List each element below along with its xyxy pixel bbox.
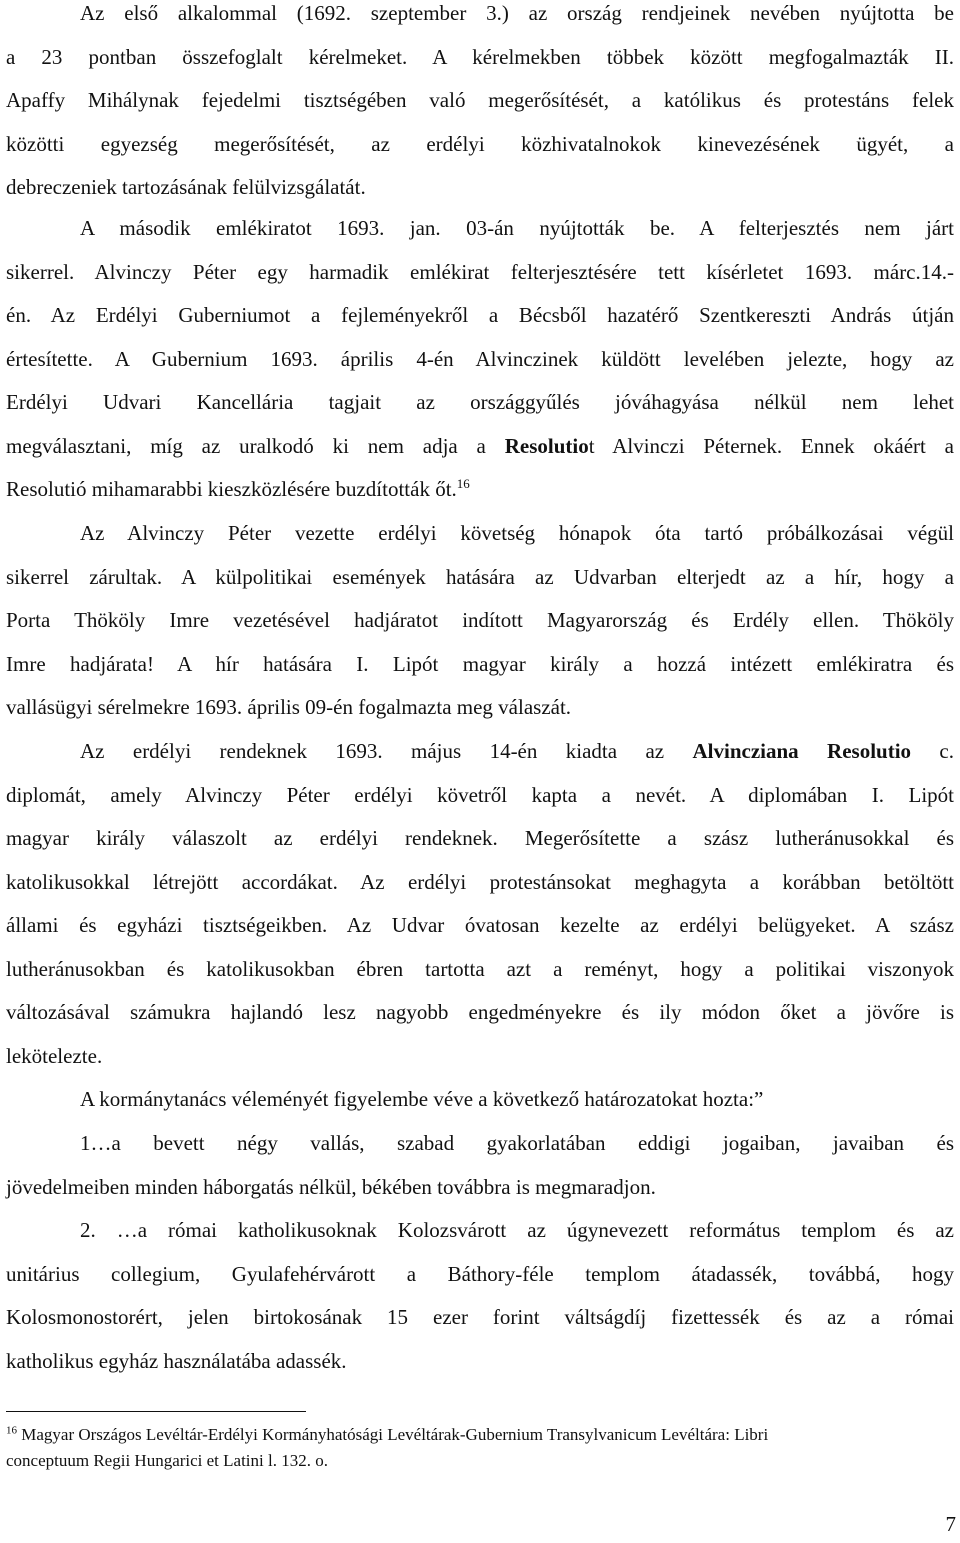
p7-line-4: katholikus egyház használatába adassék. <box>6 1348 347 1373</box>
footnote-text-2: conceptuum Regii Hungarici et Latini l. 132. o. <box>6 1451 328 1470</box>
paragraph-7-list-item-2 <box>6 1209 954 1383</box>
page-number: 7 <box>945 1512 956 1536</box>
paragraph-1 <box>6 0 954 210</box>
p4-line-3: magyar király válaszolt az erdélyi rendeknek. Megerősítette a szász lutheránusokkal és <box>6 826 954 850</box>
p4-line-2: diplomát, amely Alvinczy Péter erdélyi követről kapta a nevét. A diplomában I. Lipót <box>6 782 954 807</box>
p6-line-2: jövedelmeiben minden háborgatás nélkül, békében továbbra is megmaradjon. <box>6 1174 656 1199</box>
p7-line-2: unitárius collegium, Gyulafehérvárott a Báthory-féle templom átadassék, továbbá, hogy <box>6 1261 954 1286</box>
p2-bold-term: Resolutio <box>504 433 589 458</box>
p3-line-3: Porta Thököly Imre vezetésével hadjáratot indított Magyarország és Erdély ellen. Thököly <box>6 608 954 632</box>
p4-line-1: Az erdélyi rendeknek 1693. május 14-én kiadta az Alvincziana Resolutio c. <box>80 739 954 763</box>
footnote-separator <box>6 1411 306 1412</box>
p7-line-3: Kolosmonostorért, jelen birtokosának 15 ezer forint váltságdíj fizettessék és az a római <box>6 1305 954 1329</box>
p3-line-5: vallásügyi sérelmekre 1693. április 09-én fogalmazta meg válaszát. <box>6 695 572 719</box>
footnote-line-1 <box>6 1422 954 1448</box>
p3-line-4: Imre hadjárata! A hír hatására I. Lipót magyar király a hozzá intézett emlékiratra és <box>6 651 954 676</box>
p6-line-1: 1…a bevett négy vallás, szabad gyakorlatában eddigi jogaiban, javaiban és <box>80 1131 954 1155</box>
p1-line-3: Apaffy Mihálynak fejedelmi tisztségében való megerősítését, a katólikus és protestáns felek <box>6 88 954 112</box>
p1-line-4: közötti egyezség megerősítését, az erdélyi közhivatalnokok kinevezésének ügyét, a <box>6 131 954 156</box>
footnote-reference: 16 <box>456 476 470 491</box>
footnote-number: 16 <box>6 1424 17 1437</box>
p3-line-2: sikerrel zárultak. A külpolitikai események hatására az Udvarban elterjedt az a hír, hogy a <box>6 564 954 589</box>
p2-line-4: értesítette. A Gubernium 1693. április 4-én Alvinczinek küldött levelében jelezte, hogy az <box>6 346 954 371</box>
paragraph-6-list-item-1 <box>6 1122 954 1209</box>
p2-line-6: megválasztani, míg az uralkodó ki nem adja a Resolutiot Alvinczi Péternek. Ennek okáért a <box>6 433 954 458</box>
p2-line-3: én. Az Erdélyi Guberniumot a fejleményekről a Bécsből hazatérő Szentkereszti András útján <box>6 303 954 327</box>
p2-line-5: Erdélyi Udvari Kancellária tagjait az országgyűlés jóváhagyása nélkül nem lehet <box>6 390 954 414</box>
p3-line-1: Az Alvinczy Péter vezette erdélyi követség hónapok óta tartó próbálkozásai végül <box>80 521 954 545</box>
p2-line-1: A második emlékiratot 1693. jan. 03-án nyújtották be. A felterjesztés nem járt <box>80 216 954 240</box>
p4-bold-term: Alvincziana Resolutio <box>692 739 912 763</box>
paragraph-5 <box>6 1078 954 1122</box>
footnote-text-1: Magyar Országos Levéltár-Erdélyi Kormányhatósági Levéltárak-Gubernium Transylvanicum Levéltára: Libri <box>21 1425 769 1444</box>
paragraph-4 <box>6 730 954 1078</box>
p4-line-5: állami és egyházi tisztségeikben. Az Udvar óvatosan kezelte az erdélyi belügyeket. A szász <box>6 913 954 937</box>
p4-line-8: lekötelezte. <box>6 1043 103 1068</box>
paragraph-3 <box>6 512 954 730</box>
p2-line-2: sikerrel. Alvinczy Péter egy harmadik emlékirat felterjesztésére tett kísérletet 1693. márc.14.- <box>6 259 954 284</box>
footnote <box>6 1422 954 1474</box>
p5-line-1: A kormánytanács véleményét figyelembe véve a következő határozatokat hozta:” <box>80 1087 764 1111</box>
p1-line-2: a 23 pontban összefoglalt kérelmeket. A kérelmekben többek között megfogalmazták II. <box>6 44 954 69</box>
paragraph-2 <box>6 207 954 512</box>
p7-line-1: 2. …a római katholikusoknak Kolozsvárott az úgynevezett református templom és az <box>80 1218 954 1242</box>
p4-line-4: katolikusokkal létrejött accordákat. Az erdélyi protestánsokat meghagyta a korábban betöltött <box>6 869 954 894</box>
p1-line-1: Az első alkalommal (1692. szeptember 3.) az ország rendjeinek nevében nyújtotta be <box>80 1 954 25</box>
p4-line-6: lutheránusokban és katolikusokban ébren tartotta azt a reményt, hogy a politikai viszonyok <box>6 956 954 981</box>
p4-line-7: változásával számukra hajlandó lesz nagyobb engedményekre és ily módon őket a jövőre is <box>6 1000 954 1024</box>
footnote-line-2 <box>6 1448 954 1474</box>
p1-line-5: debreczeniek tartozásának felülvizsgálatát. <box>6 175 366 199</box>
p2-line-7: Resolutió mihamarabbi kieszközlésére buzdították őt.$^{16}$ <box>6 476 470 501</box>
